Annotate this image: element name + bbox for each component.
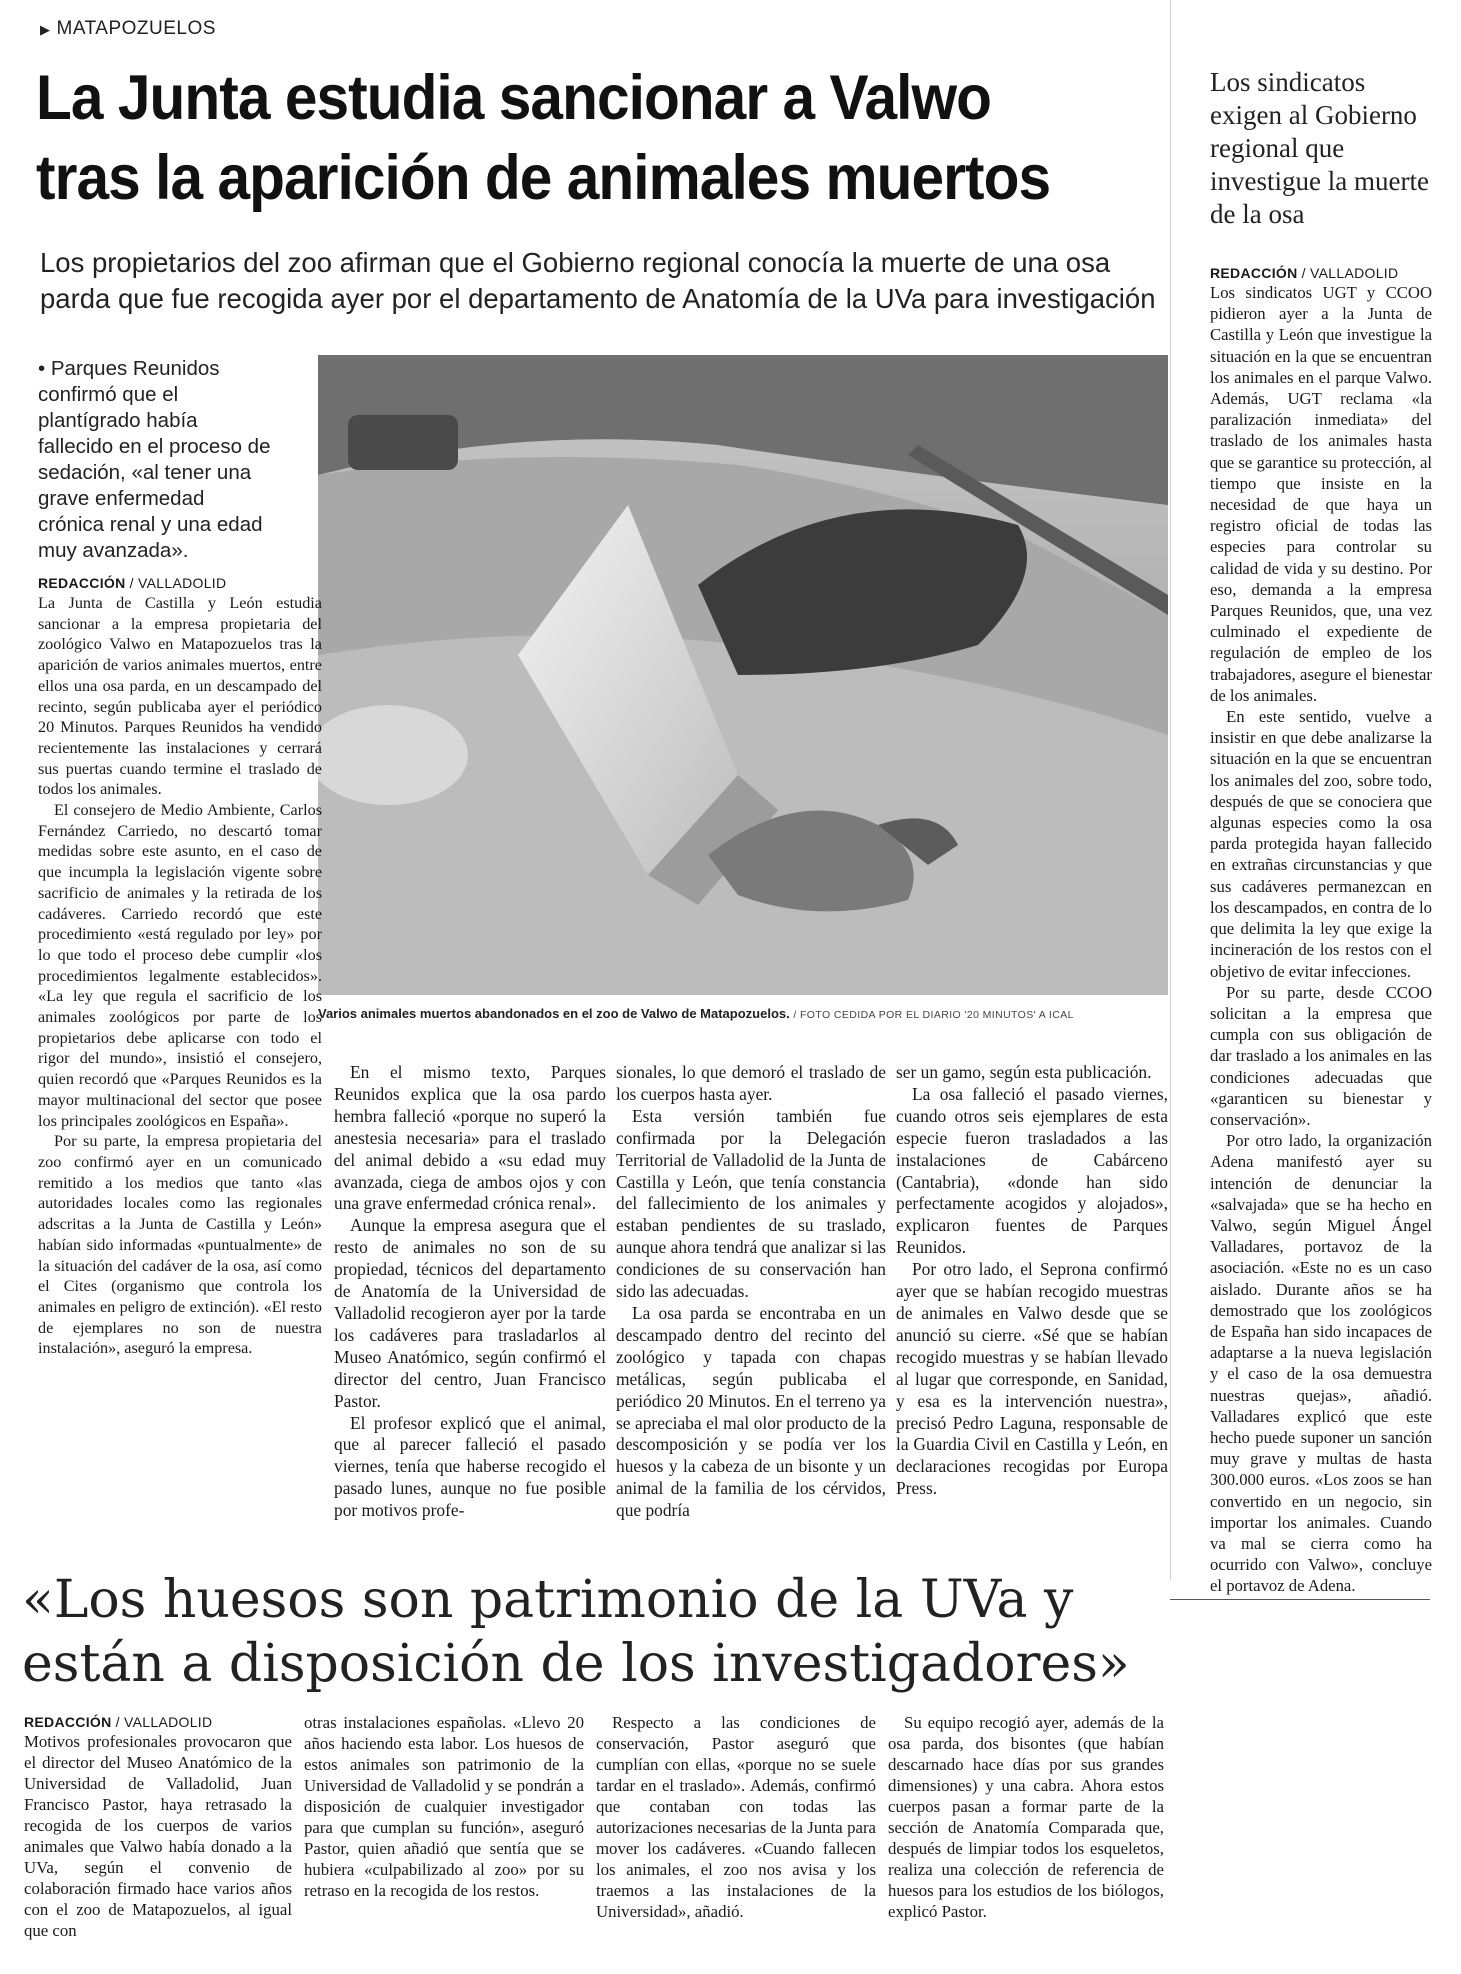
second-article-col3 (596, 1712, 876, 1922)
headline: La Junta estudia sancionar a Valwo tras la aparición de animales muertos (36, 63, 1051, 213)
article-paragraph: otras instalaciones españolas. «Llevo 20 años haciendo esta labor. Los huesos de estos animales son patrimonio de la Universidad de Valladolid y se pondrán a disposición de cualquier investigador para que cumplan su función», aseguró Pastor, quien añadió que sentía que se hubiera «culpabilizado al zoo» por su retraso en la recogida de los restos. (304, 1713, 584, 1900)
column-divider (1170, 0, 1171, 1580)
article-paragraph: Respecto a las condiciones de conservación, Pastor aseguró que cumplían con ellas, «porque no se suele tardar en el traslado». Además, confirmó que contaban con todas las autorizaciones necesarias de la Junta para mover los cadáveres. «Cuando fallecen los animales, el zoo nos avisa y los traemos a las instalaciones de la Universidad», añadió. (596, 1713, 876, 1921)
sidebar-paragraph: En este sentido, vuelve a insistir en que debe analizarse la situación en la que se encuentran los animales del zoo, sobre todo, después de que se conociera que algunas especies como la osa parda protegida hayan fallecido en extrañas circunstancias y que sus cadáveres permanezcan en los descampados, en contra de lo que delimita la ley que exige la incineración de los restos con el objetivo de evitar infecciones. (1210, 707, 1432, 981)
section-label: ▶ MATAPOZUELOS (40, 18, 216, 39)
article-paragraph: La osa falleció el pasado viernes, cuando otros seis ejemplares de esta especie fueron trasladados a las instalaciones de Cabárceno (Cantabria), «donde han sido perfectamente acogidos y alojados», explicaron fuentes de Parques Reunidos. (896, 1083, 1168, 1258)
article-paragraph: El profesor explicó que el animal, que al parecer falleció el pasado viernes, tenía que haberse recogido el pasado lunes, aunque no fue posible por motivos profe- (334, 1412, 606, 1521)
sidebar-headline: Los sindicatos exigen al Gobierno regional que investigue la muerte de la osa (1210, 67, 1429, 229)
article-paragraph: En el mismo texto, Parques Reunidos explica que la osa pardo hembra falleció «porque no superó la anestesia necesaria» para el traslado del animal debido a «su edad muy avanzada, ciega de ambos ojos y con una grave enfermedad crónica renal». (334, 1062, 606, 1214)
article-paragraph: Aunque la empresa asegura que el resto de animales no son de su propiedad, técnicos del departamento de Anatomía de la Universidad de Valladolid recogieron ayer por la tarde los cadáveres para trasladarlos al Museo Anatómico, según confirmó el director del centro, Juan Francisco Pastor. (334, 1215, 606, 1411)
article-paragraph: ser un gamo, según esta publicación. (896, 1062, 1152, 1082)
article-paragraph: La Junta de Castilla y León estudia sancionar a la empresa propietaria del zoológico Valwo en Matapozuelos tras la aparición de varios animales muertos, entre ellos una osa parda, en un descampado del recinto, según publicaba ayer el periódico 20 Minutos. Parques Reunidos ha vendido recientemente las instalaciones y cerrará sus puertas cuando termine el traslado de todos los animales. (38, 594, 322, 799)
article-paragraph: Esta versión también fue confirmada por la Delegación Territorial de Valladolid de la Junta de Castilla y León, que tenía constancia del fallecimiento de los animales y estaban pendientes de su traslado, aunque ahora tendrá que analizar si las condiciones de su conservación han sido las adecuadas. (616, 1105, 886, 1302)
triangle-icon: ▶ (40, 22, 51, 37)
second-article-col2 (304, 1712, 584, 1901)
photo-caption: Varios animales muertos abandonados en el zoo de Valwo de Matapozuelos. / FOTO CEDIDA POR EL DIARIO '20 MINUTOS' A ICAL (318, 1006, 1074, 1021)
sidebar-paragraph: Por otro lado, la organización Adena manifestó ayer su intención de denunciar la «salvajada» que se ha hecho en Valwo, según Miguel Ángel Valladares, portavoz de la asociación. «Este no es un caso aislado. Durante años se ha demostrado que los zoológicos de España han sido incapaces de adaptarse a la nueva legislación y el caso de la osa demuestra nuestras quejas», añadió. Valladares explicó que este hecho puede suponer un sanción muy grave y multas de hasta 300.000 euros. «Los zoos se han convertido en un negocio, sin importar los animales. Cuando va mal se cierra como ha ocurrido con Valwo», concluye el portavoz de Adena. (1210, 1131, 1432, 1596)
sidebar-paragraph: Por su parte, desde CCOO solicitan a la empresa que cumpla con sus obligación de dar traslado a los animales en las condiciones adecuadas que «garanticen su bienestar y conservación». (1210, 982, 1432, 1129)
second-byline: REDACCIÓN / VALLADOLID (24, 1714, 213, 1730)
main-article-col2 (334, 1062, 606, 1522)
sidebar-end-rule (1170, 1599, 1430, 1600)
main-article-col3 (616, 1062, 886, 1522)
article-paragraph: Su equipo recogió ayer, además de la osa parda, dos bisontes (que habían descarnado hace días por sus grandes dimensiones) y una cabra. Ahora estos cuerpos pasan a formar parte de la sección de Anatomía Comparada que, después de limpiar todos los esqueletos, realiza una colección de referencia de huesos para los estudios de los biólogos, explicó Pastor. (888, 1713, 1164, 1921)
second-article-col1 (24, 1731, 292, 1941)
article-paragraph: sionales, lo que demoró el traslado de los cuerpos hasta ayer. (616, 1062, 886, 1104)
sidebar-byline: REDACCIÓN / VALLADOLID (1210, 265, 1399, 281)
article-paragraph: El consejero de Medio Ambiente, Carlos Fernández Carriedo, no descartó tomar medidas sobre este asunto, en el caso de que incumpla la legislación vigente sobre sacrificio de animales y la retirada de los cadáveres. Carriedo recordó que este procedimiento «está regulado por ley» por lo que todo el proceso debe cumplir «los procedimientos legalmente establecidos». «La ley que regula el sacrificio de los animales zoológicos por parte de los propietarios debe aplicarse con todo el rigor del mundo», insistió el consejero, quien recordó que «Parques Reunidos es la mayor multinacional del sector que posee los principales zoológicos en España». (38, 801, 322, 1130)
dead-animals-photo (318, 355, 1168, 995)
main-article-col1 (38, 593, 322, 1359)
subheadline: Los propietarios del zoo afirman que el Gobierno regional conocía la muerte de una osa parda que fue recogida ayer por el departamento de Anatomía de la UVa para investigación (40, 247, 1156, 314)
news-photo (318, 355, 1168, 995)
sidebar-body (1210, 282, 1432, 1597)
kicker-quote: • Parques Reunidos confirmó que el plantígrado había fallecido en el proceso de sedación, «al tener una grave enfermedad crónica renal y una edad muy avanzada». (38, 357, 271, 562)
second-headline: «Los huesos son patrimonio de la UVa y están a disposición de los investigadores» (22, 1570, 1130, 1694)
second-article-col4 (888, 1712, 1164, 1922)
photo-credit: / FOTO CEDIDA POR EL DIARIO '20 MINUTOS' A ICAL (793, 1009, 1074, 1021)
main-byline: REDACCIÓN / VALLADOLID (38, 575, 227, 591)
main-article-col4 (896, 1062, 1168, 1500)
sidebar-paragraph: Los sindicatos UGT y CCOO pidieron ayer a la Junta de Castilla y León que investigue la situación en la que se encuentran los animales en el parque Valwo. Además, UGT reclama «la paralización inmediata» del traslado de los animales hasta que se garantice su protección, al tiempo que insiste en la necesidad de que haya un registro oficial de todas las especies para controlar su calidad de vida y su destino. Por eso, demanda a la empresa Parques Reunidos, que, una vez culminado el expediente de regulación de empleo de los trabajadores, asegure el bienestar de los animales. (1210, 283, 1432, 705)
article-paragraph: Por otro lado, el Seprona confirmó ayer que se habían recogido muestras de animales en Valwo desde que se anunció su cierre. «Sé que se habían recogido muestras y se habían llevado al lugar que corresponde, en Sanidad, y esa es la intervención nuestra», precisó Pedro Laguna, responsable de la Guardia Civil en Castilla y León, en declaraciones recogidas por Europa Press. (896, 1259, 1168, 1499)
article-paragraph: Motivos profesionales provocaron que el director del Museo Anatómico de la Universidad de Valladolid, Juan Francisco Pastor, haya retrasado la recogida de los cuerpos de varios animales que Valwo había donado a la UVa, según el convenio de colaboración firmado hace varios años con el zoo de Matapozuelos, al igual que con (24, 1732, 292, 1940)
article-paragraph: La osa parda se encontraba en un descampado dentro del recinto del zoológico y tapada con chapas metálicas, según publicaba el periódico 20 Minutos. En el terreno ya se apreciaba el mal olor producto de la descomposición y se podía ver los huesos y la cabeza de un bisonte y un animal de la familia de los cérvidos, que podría (616, 1302, 886, 1521)
article-paragraph: Por su parte, la empresa propietaria del zoo confirmó ayer en un comunicado remitido a los medios que tanto «las autoridades locales como las regionales adscritas a la Junta de Castilla y León» habían sido informadas «puntualmente» de la situación del cadáver de la osa, así como el Cites (organismo que controla los animales en peligro de extinción). «El resto de ejemplares no son de nuestra instalación», aseguró la empresa. (38, 1132, 322, 1358)
